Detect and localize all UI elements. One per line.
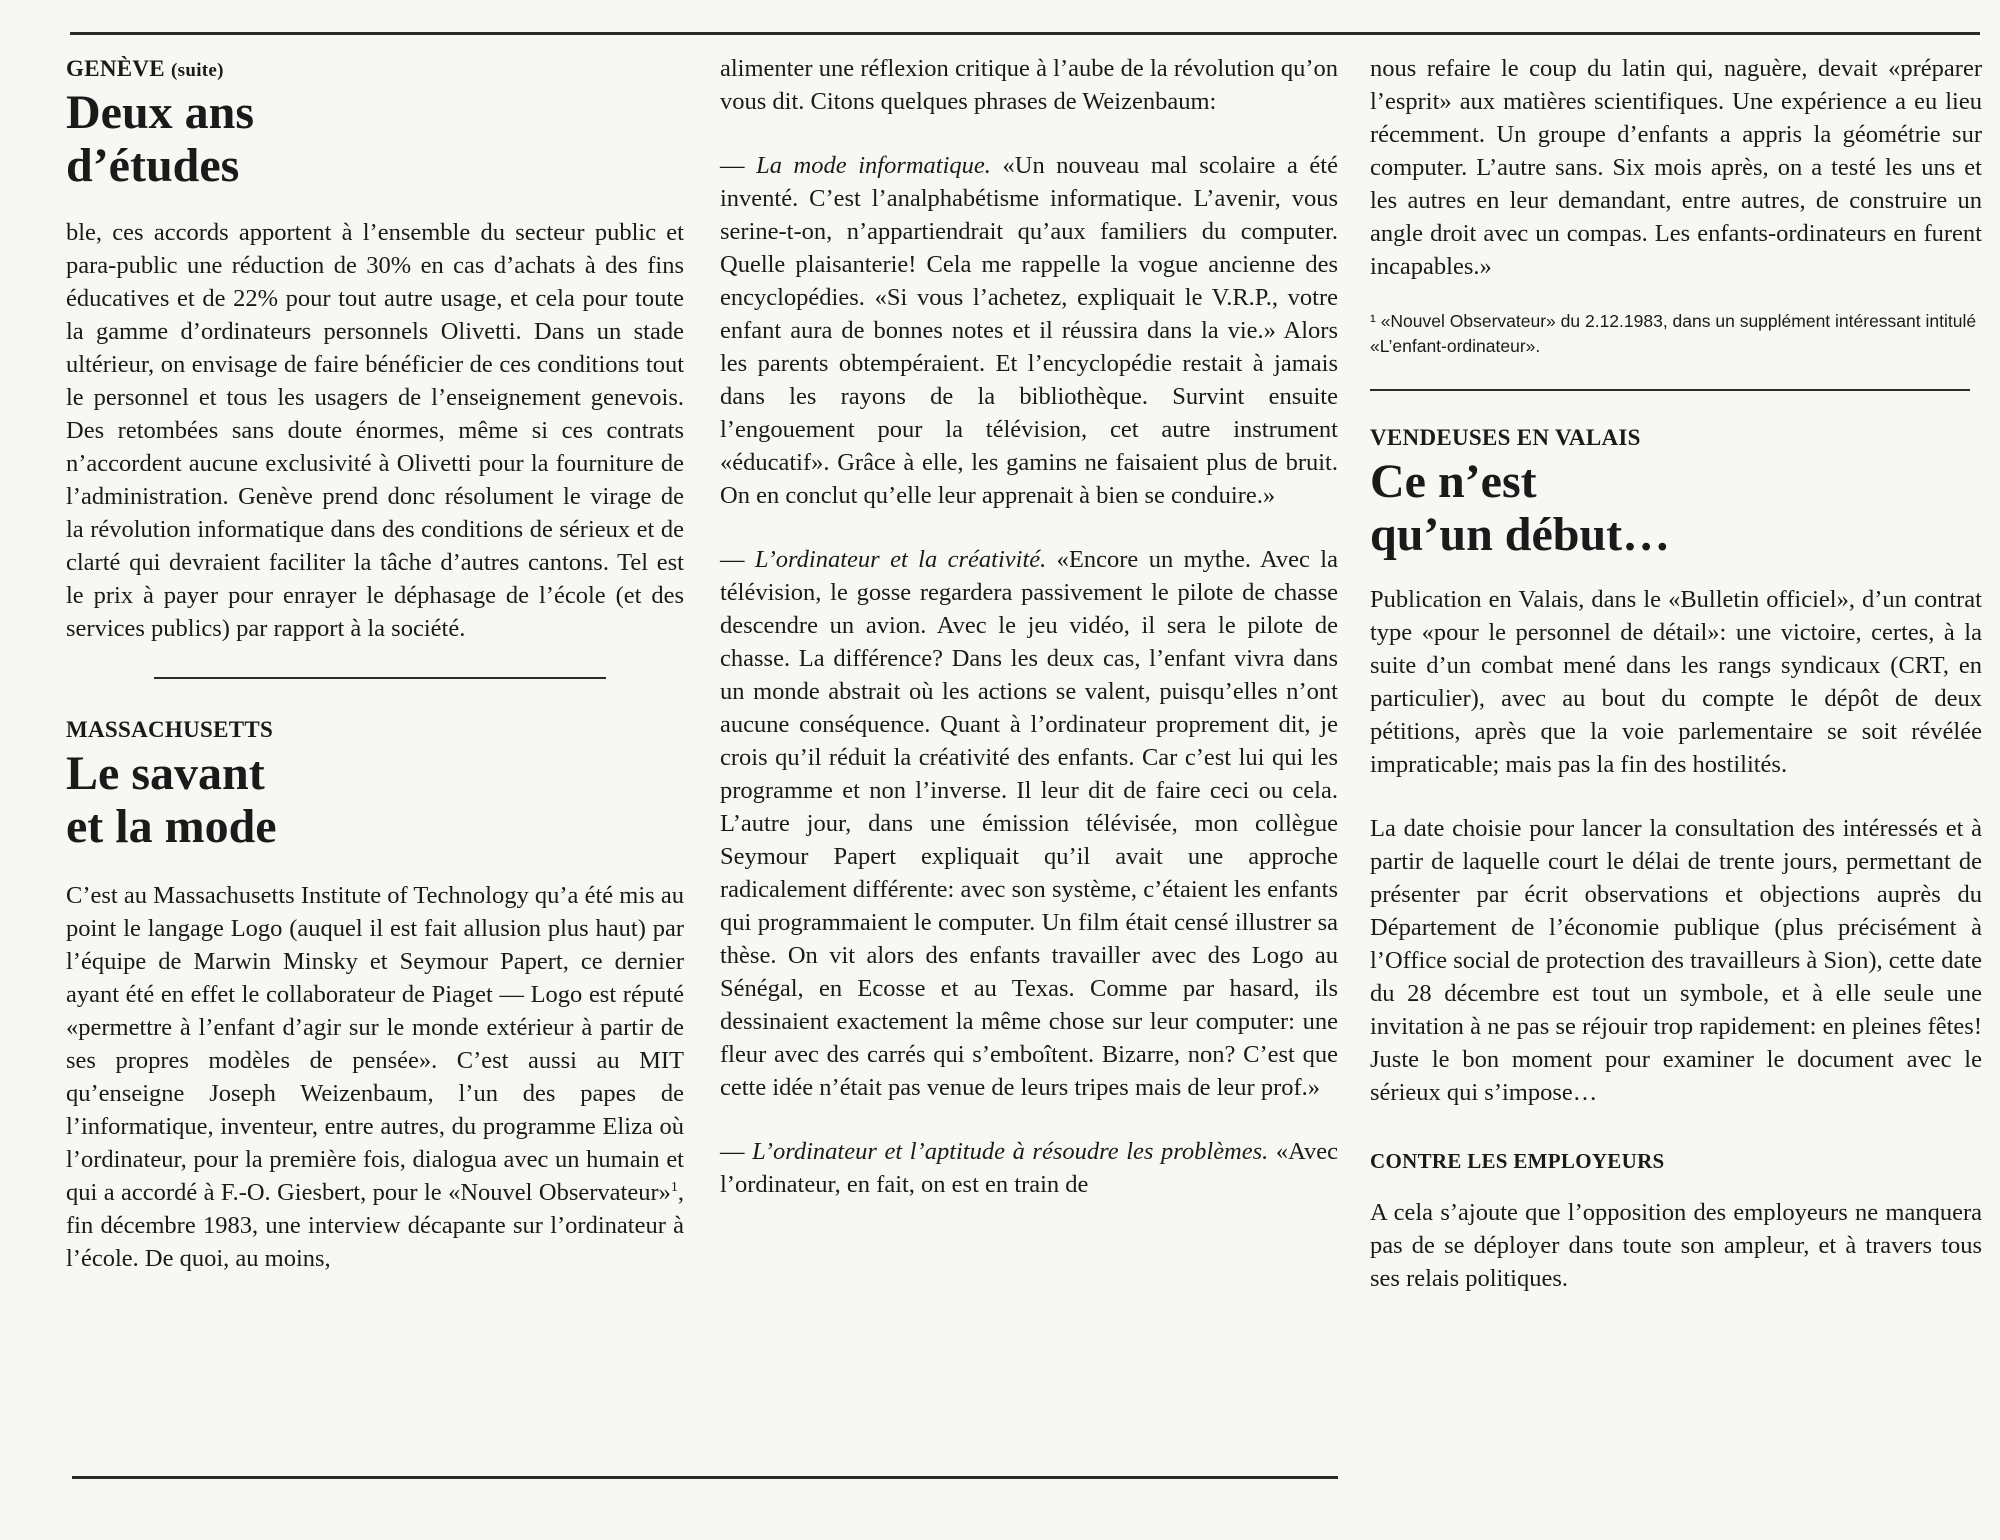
valais-headline-line2: qu’un début… <box>1370 508 1671 561</box>
geneve-headline-line1: Deux ans <box>66 86 255 139</box>
massachusetts-col3-continuation: nous refaire le coup du latin qui, naguère, devait «préparer l’esprit» aux matières scientifiques. Une expérience a eu lieu récemment. Un groupe d’enfants a appris la géométrie sur computer. L’autre sans. Six mois après, on a testé les uns et les autres en leur demandant, entre autres, de construire un angle droit avec un compas. Les enfants-ordinateurs en furent incapables.» <box>1370 55 1982 280</box>
article-valais <box>1370 425 1982 1295</box>
section-divider-2 <box>1370 389 1970 391</box>
quote-mode-informatique <box>720 149 1338 512</box>
quote-aptitude <box>720 1135 1338 1201</box>
geneve-kicker-label: GENÈVE <box>66 56 165 81</box>
massachusetts-body-part1: C’est au Massachusetts Institute of Technology qu’a été mis au point le langage Logo (auquel il est fait allusion plus haut) par l’équipe de Marwin Minsky et Seymour Papert, ce dernier ayant été en effet le collaborateur de Piaget — Logo est réputé «permettre à l’enfant d’agir sur le monde extérieur à partir de ses propres modèles de pensée». C’est aussi au MIT qu’enseigne Joseph Weizenbaum, l’un des papes de l’informatique, inventeur, entre autres, du programme Eliza où l’ordinateur, pour la première fois, dialogua avec un humain et qui a accordé à F.-O. Giesbert, pour le «Nouvel Observateur» <box>66 882 684 1206</box>
massachusetts-body-part2: , fin décembre 1983, une interview décapante sur l’ordinateur à l’école. De quoi, au moins, <box>66 1179 684 1272</box>
quote3-lead: — <box>720 1138 753 1165</box>
geneve-kicker-suite: (suite) <box>171 60 224 81</box>
quote1-text: «Un nouveau mal scolaire a été inventé. C’est l’analphabétisme informatique. L’avenir, vous serine-t-on, n’appartiendrait qu’aux familiers du computer. Quelle plaisanterie! Cela me rappelle la vogue ancienne des encyclopédies. «Si vous l’achetez, expliquait le V.R.P., votre enfant aura de bonnes notes et il réussira dans la vie.» Alors les parents obtempéraient. Et l’encyclopédie restait à jamais dans les rayons de la bibliothèque. Survint ensuite l’engouement pour la télévision, cet autre instrument «éducatif». Grâce à elle, les gamins ne faisaient plus de bruit. On en conclut qu’elle leur apprenait à bien se conduire.» <box>720 152 1338 509</box>
quote2-text: «Encore un mythe. Avec la télévision, le gosse regardera passivement le pilote de chasse descendre un avion. Avec le jeu vidéo, il sera le pilote de chasse. La différence? Dans les deux cas, l’enfant vivra dans un monde abstrait où les actions se valent, puisqu’elles n’ont aucune conséquence. Quant à l’ordinateur proprement dit, je crois qu’il réduit la créativité des enfants. Car c’est lui qui les programme et non l’inverse. Il leur dit de faire ceci ou cela. L’autre jour, dans une émission télévisée, mon collègue Seymour Papert expliquait qu’il avait une approche radicalement différente: avec son système, c’étaient les enfants qui programmaient le computer. Un film était censé illustrer sa thèse. On vit alors des enfants travailler avec des Logo au Sénégal, en Ecosse et au Texas. Comme par hasard, ils dessinaient exactement la même chose sur leur computer: une fleur avec des carrés qui s’emboîtent. Bizarre, non? C’est que cette idée n’était pas venue de leurs tripes mais de leur prof.» <box>720 546 1338 1101</box>
column-1 <box>66 56 684 1275</box>
massachusetts-headline-line2: et la mode <box>66 800 277 853</box>
article-massachusetts <box>66 717 684 1275</box>
footnote-marker: 1 <box>670 1179 678 1195</box>
massachusetts-kicker: MASSACHUSETTS <box>66 717 274 742</box>
massachusetts-headline-line1: Le savant <box>66 747 265 800</box>
valais-para1: Publication en Valais, dans le «Bulletin officiel», d’un contrat type «pour le personnel de détail»: une victoire, certes, à la suite d’un combat mené dans les rangs syndicaux (CRT, en particulier), avec au bout du compte le dépôt de deux pétitions, après que la voie parlementaire se soit révélée impraticable; mais pas la fin des hostilités. <box>1370 586 1982 778</box>
geneve-headline <box>66 86 684 192</box>
massachusetts-col2-intro: alimenter une réflexion critique à l’aube de la révolution qu’on vous dit. Citons quelques phrases de Weizenbaum: <box>720 55 1338 115</box>
quote1-title: La mode informatique. <box>756 152 991 179</box>
massachusetts-body <box>66 879 684 1275</box>
column-3 <box>1370 52 1982 1295</box>
top-rule <box>70 32 1980 35</box>
geneve-body: ble, ces accords apportent à l’ensemble du secteur public et para-public une réduction de 30% en cas d’achats à des fins éducatives et de 22% pour tout autre usage, et cela pour toute la gamme d’ordinateurs personnels Olivetti. Dans un stade ultérieur, on envisage de faire bénéficier de ces conditions tout le personnel et tous les usagers de l’enseignement genevois. Des retombées sans doute énormes, même si ces contrats n’accordent aucune exclusivité à Olivetti pour la fourniture de l’administration. Genève prend donc résolument le virage de la révolution informatique dans des conditions de sérieux et de clarté qui devraient faciliter la tâche d’autres cantons. Tel est le prix à payer pour enrayer le déphasage de l’école (et des services publics) par rapport à la société. <box>66 219 684 642</box>
valais-para2: La date choisie pour lancer la consultation des intéressés et à partir de laquelle court le délai de trente jours, permettant de présenter par écrit observations et objections auprès du Département de l’économie publique (plus précisément à l’Office social de protection des travailleurs à Sion), cette date du 28 décembre est tout un symbole, et à elle seule une invitation à ne pas se réjouir trop rapidement: en pleines fêtes! Juste le bon moment pour examiner le document avec le sérieux qui s’impose… <box>1370 815 1982 1106</box>
bottom-rule <box>72 1476 1338 1479</box>
valais-headline-line1: Ce n’est <box>1370 455 1537 508</box>
quote2-lead: — <box>720 546 755 573</box>
article-geneve <box>66 56 684 645</box>
valais-para3: A cela s’ajoute que l’opposition des employeurs ne manquera pas de se déployer dans toute son ampleur, et à travers tous ses relais politiques. <box>1370 1199 1982 1292</box>
quote-creativite <box>720 543 1338 1104</box>
geneve-kicker <box>66 56 684 82</box>
quote3-title: L’ordinateur et l’aptitude à résoudre les problèmes. <box>752 1138 1269 1165</box>
geneve-headline-line2: d’études <box>66 139 240 192</box>
section-divider-1 <box>154 677 606 679</box>
valais-subhead: CONTRE LES EMPLOYEURS <box>1370 1149 1665 1173</box>
massachusetts-headline <box>66 747 684 853</box>
footnote: ¹ «Nouvel Observateur» du 2.12.1983, dans un supplément intéressant intitulé «L’enfant-ordinateur». <box>1370 311 1977 356</box>
quote3-text: «Avec l’ordinateur, en fait, on est en train de <box>720 1138 1339 1198</box>
quote1-lead: — <box>720 152 757 179</box>
valais-kicker: VENDEUSES EN VALAIS <box>1370 425 1641 450</box>
valais-headline <box>1370 455 1982 561</box>
quote2-title: L’ordinateur et la créativité. <box>754 546 1047 573</box>
column-2 <box>720 52 1338 1201</box>
